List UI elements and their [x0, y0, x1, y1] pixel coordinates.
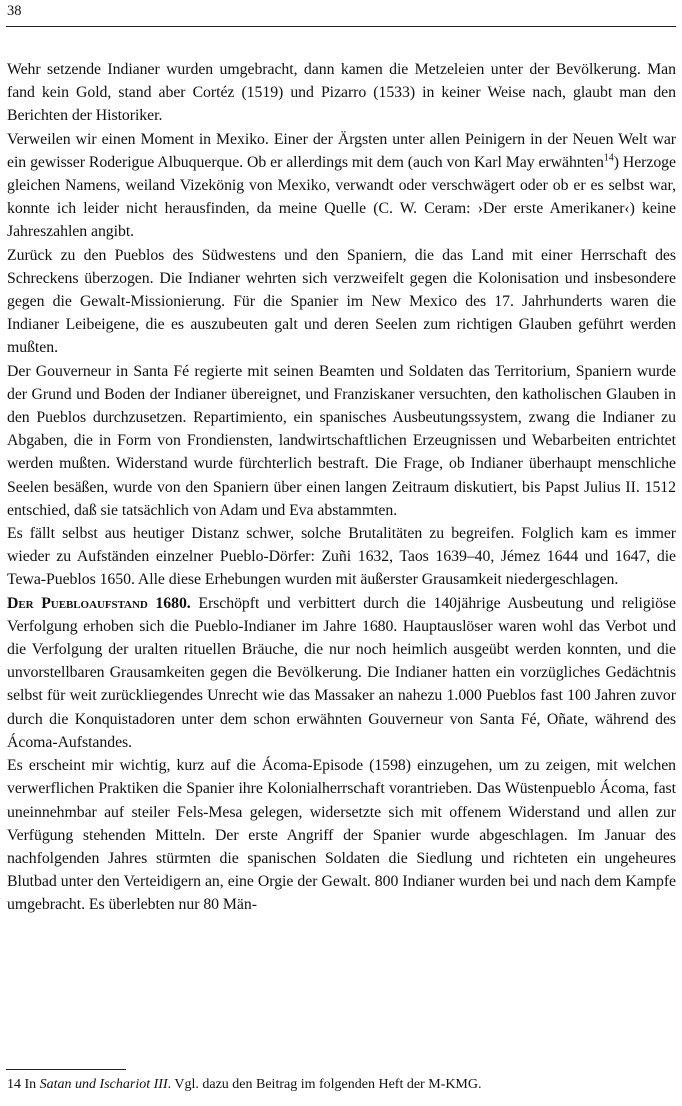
paragraph: [7, 592, 676, 754]
paragraph: Es fällt selbst aus heutiger Distanz schwer, solche Brutalitäten zu begreifen. Folglich kam es immer wieder zu Aufständen einzelner Pueblo-Dörfer: Zuñi 1632, Taos 1639–40, Jémez 1644 und 1647, die Tewa-Pueblos 1650. Alle diese Erhebungen wurden mit äußerster Grausamkeit niedergeschlagen.: [7, 525, 676, 589]
footnote-rule: [6, 1069, 126, 1070]
page-number: 38: [7, 3, 22, 19]
paragraph: Zurück zu den Pueblos des Südwestens und den Spaniern, die das Land mit einer Herrschaft des Schreckens überzogen. Die Indianer wehrten sich verzweifelt gegen die Kolonisation und insbesondere gegen die Gewalt-Missionierung. Für die Spanier im New Mexico des 17. Jahrhunderts waren die Indianer Leibeigene, die es auszubeuten galt und deren Seelen zum richtigen Glauben geführt werden mußten.: [7, 246, 676, 357]
header-rule: [6, 26, 676, 27]
footnote-reference: 14: [603, 152, 614, 164]
footnote-title: Satan und Ischariot III: [39, 1077, 168, 1092]
paragraph: Der Gouverneur in Santa Fé regierte mit seinen Beamten und Soldaten das Territorium, Spaniern wurde der Grund und Boden der Indianer übereignet, und Franziskaner versuchten, den katholischen Glauben in den Pueblos durchzusetzen. Repartimiento, ein spanisches Ausbeutungssystem, zwang die Indianer zu Abgaben, die in Form von Frondiensten, landwirtschaftlichen Erzeugnissen und Webarbeiten entrichtet werden mußten. Widerstand wurde fürchterlich bestraft. Die Frage, ob Indianer überhaupt menschliche Seelen besäßen, wurde von den Spaniern über einen langen Zeitraum diskutiert, bis Papst Julius II. 1512 entschied, daß sie tatsächlich von Adam und Eva abstammten.: [7, 362, 676, 519]
footnote-text: . Vgl. dazu den Beitrag im folgenden Heft der M-KMG.: [167, 1077, 482, 1092]
footnote-number: 14: [7, 1077, 21, 1092]
footnote: [7, 1076, 676, 1094]
paragraph-text: Verweilen wir einen Moment in Mexiko. Einer der Ärgsten unter allen Peinigern in der Neuen Welt war ein gewisser Roderigue Albuquerque. Ob er allerdings mit dem (auch von Karl May erwähnten: [7, 130, 676, 171]
paragraph-text: ) Herzoge gleichen Namens, weiland Vizekönig von Mexiko, verwandt oder verschwägert oder ob er es selbst war, konnte ich leider nicht herausfinden, da meine Quelle (C. W. Ceram: ›Der erste Amerikaner‹) keine Jahreszahlen angibt.: [7, 153, 676, 241]
body-text: [7, 58, 676, 917]
section-heading: Der Puebloaufstand 1680.: [7, 594, 191, 612]
footnote-prefix: In: [21, 1077, 40, 1092]
paragraph: Es erscheint mir wichtig, kurz auf die Ácoma-Episode (1598) einzugehen, um zu zeigen, mit welchen verwerflichen Praktiken die Spanier ihre Kolonialherrschaft vorantrieben. Das Wüstenpueblo Ácoma, fast uneinnehmbar auf steiler Fels-Mesa gelegen, widersetzte sich mit offenem Widerstand und allen zur Verfügung stehenden Mitteln. Der erste Angriff der Spanier wurde abgeschlagen. Im Januar des nachfolgenden Jahres stürmten die spanischen Soldaten die Siedlung und richteten ein ungeheures Blutbad unter den Verteidigern an, eine Orgie der Gewalt. 800 Indianer wurden bei und nach dem Kampfe umgebracht. Es überlebten nur 80 Män-: [7, 757, 676, 914]
paragraph: [7, 128, 676, 244]
paragraph-text: Erschöpft und verbittert durch die 140jährige Ausbeutung und religiöse Verfolgung erhoben sich die Pueblo-Indianer im Jahre 1680. Hauptauslöser waren wohl das Verbot und die Verfolgung der uralten rituellen Bräuche, die nur noch heimlich ausgeübt werden konnten, und die unvorstellbaren Grausamkeiten gegen die Bevölkerung. Die Indianer hatten ein vorzügliches Gedächtnis selbst für weit zurückliegendes Unrecht wie das Massaker an nahezu 1.000 Pueblos fast 100 Jahren zuvor durch die Konquistadoren unter dem schon erwähnten Gouverneur von Santa Fé, Oñate, während des Ácoma-Aufstandes.: [7, 594, 676, 751]
paragraph: Wehr setzende Indianer wurden umgebracht, dann kamen die Metzeleien unter der Bevölkerung. Man fand kein Gold, stand aber Cortéz (1519) und Pizarro (1533) in keiner Weise nach, glaubt man den Berichten der Historiker.: [7, 61, 676, 125]
